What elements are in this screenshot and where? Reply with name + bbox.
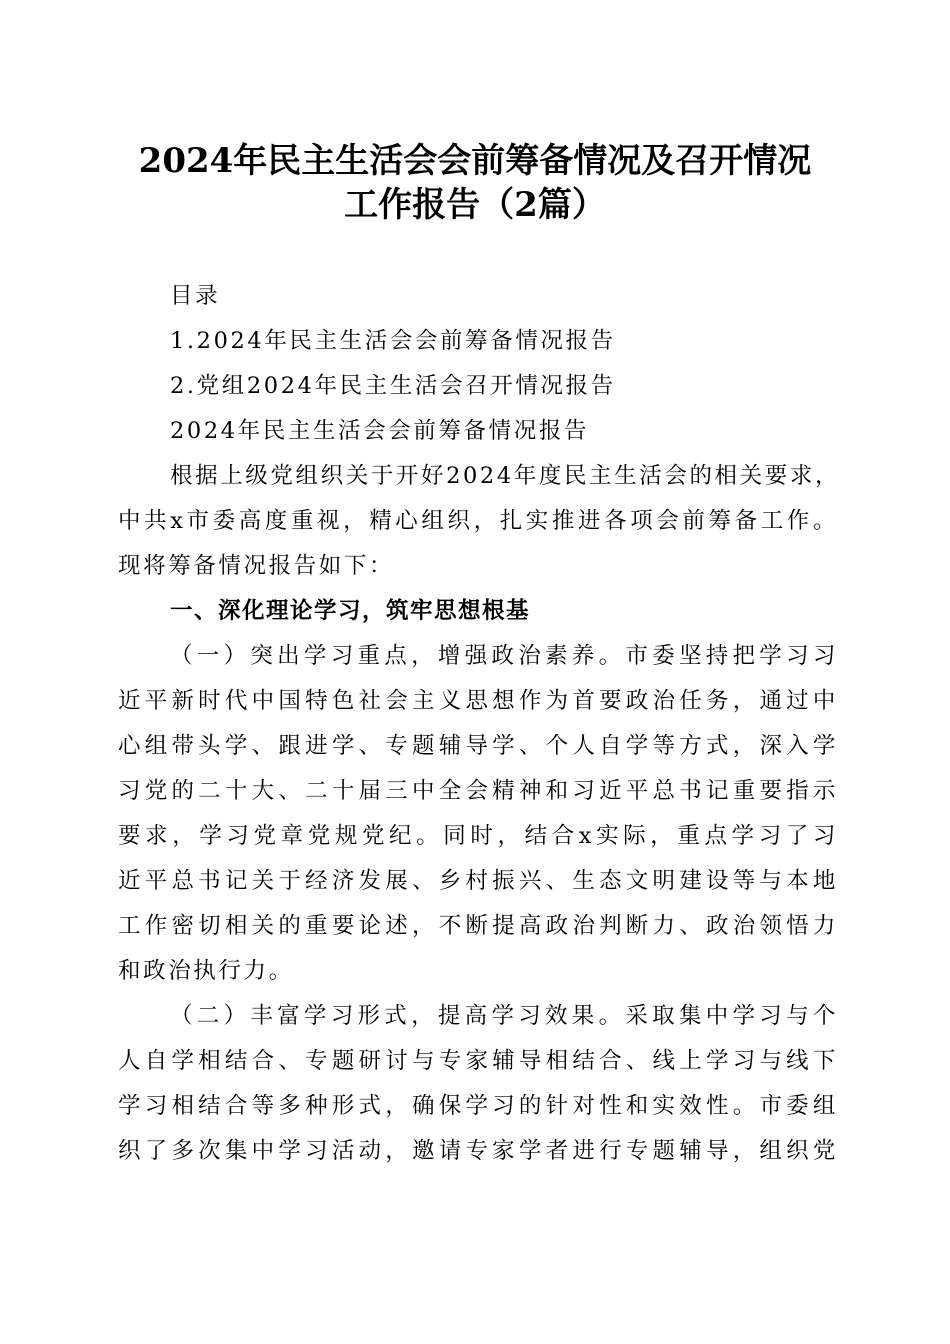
para1-line-2: 近平新时代中国特色社会主义思想作为首要政治任务，通过中 — [118, 688, 838, 714]
intro-line-3: 现将筹备情况报告如下： — [118, 553, 395, 579]
para2-line-1: （二）丰富学习形式，提高学习效果。采取集中学习与个 — [170, 1003, 838, 1029]
para1-line-5: 要求，学习党章党规党纪。同时，结合x实际，重点学习了习 — [118, 823, 838, 849]
intro-line-1: 根据上级党组织关于开好2024年度民主生活会的相关要求， — [170, 463, 841, 489]
para1-line-8: 和政治执行力。 — [118, 958, 294, 984]
toc-item-1: 1.2024年民主生活会会前筹备情况报告 — [170, 328, 616, 354]
para1-line-6: 近平总书记关于经济发展、乡村振兴、生态文明建设等与本地 — [118, 868, 838, 894]
para1-line-1: （一）突出学习重点，增强政治素养。市委坚持把学习习 — [170, 643, 838, 669]
para2-line-3: 学习相结合等多种形式，确保学习的针对性和实效性。市委组 — [118, 1093, 838, 1119]
para1-line-4: 习党的二十大、二十届三中全会精神和习近平总书记重要指示 — [118, 778, 838, 804]
para1-line-3: 心组带头学、跟进学、专题辅导学、个人自学等方式，深入学 — [118, 733, 838, 759]
document-title-line-2: 工作报告（2篇） — [344, 185, 606, 225]
intro-line-2: 中共x市委高度重视，精心组织，扎实推进各项会前筹备工作。 — [118, 508, 838, 534]
para1-line-7: 工作密切相关的重要论述，不断提高政治判断力、政治领悟力 — [118, 913, 838, 939]
toc-item-2: 2.党组2024年民主生活会召开情况报告 — [170, 373, 616, 399]
document-title-line-1: 2024年民主生活会会前筹备情况及召开情况 — [138, 141, 812, 181]
para2-line-2: 人自学相结合、专题研讨与专家辅导相结合、线上学习与线下 — [118, 1048, 838, 1074]
para2-line-4: 织了多次集中学习活动，邀请专家学者进行专题辅导，组织党 — [118, 1138, 838, 1164]
toc-label: 目录 — [170, 283, 221, 309]
section-title: 2024年民主生活会会前筹备情况报告 — [170, 418, 590, 444]
heading-1: 一、深化理论学习，筑牢思想根基 — [170, 598, 531, 624]
